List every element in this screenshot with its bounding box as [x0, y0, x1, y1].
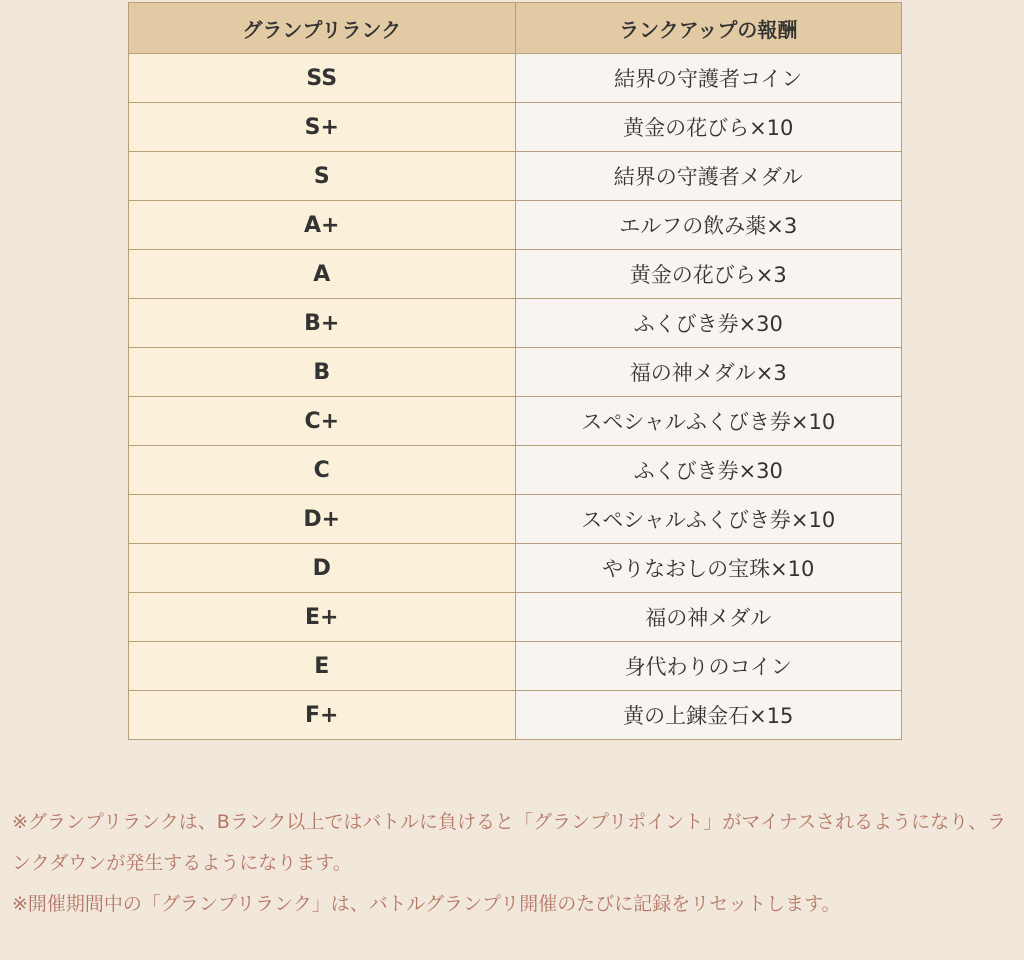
note-rank-down: ※グランプリランクは、Bランク以上ではバトルに負けると「グランプリポイント」がマイナスされるようになり、ランクダウンが発生するようになります。 [12, 811, 1007, 874]
table-row [129, 152, 902, 201]
reward-cell: 黄金の花びら×3 [515, 250, 902, 299]
table-row [129, 642, 902, 691]
table-row [129, 250, 902, 299]
rank-cell: C [129, 446, 516, 495]
reward-cell: エルフの飲み薬×3 [515, 201, 902, 250]
rank-cell: B+ [129, 299, 516, 348]
table-row [129, 299, 902, 348]
header-rank: グランプリランク [129, 3, 516, 54]
rank-reward-table [128, 2, 902, 740]
rank-reward-table-container [128, 2, 902, 740]
rank-cell: D [129, 544, 516, 593]
reward-cell: 福の神メダル [515, 593, 902, 642]
reward-cell: スペシャルふくびき券×10 [515, 495, 902, 544]
note-reset: ※開催期間中の「グランプリランク」は、バトルグランプリ開催のたびに記録をリセットします。 [12, 893, 841, 915]
rank-cell: A [129, 250, 516, 299]
table-row [129, 201, 902, 250]
reward-cell: 結界の守護者メダル [515, 152, 902, 201]
rank-cell: SS [129, 54, 516, 103]
reward-cell: 身代わりのコイン [515, 642, 902, 691]
rank-cell: E [129, 642, 516, 691]
table-header-row [129, 3, 902, 54]
table-row [129, 54, 902, 103]
table-row [129, 593, 902, 642]
rank-cell: S [129, 152, 516, 201]
rank-cell: A+ [129, 201, 516, 250]
reward-cell: 黄金の花びら×10 [515, 103, 902, 152]
header-reward: ランクアップの報酬 [515, 3, 902, 54]
table-row [129, 691, 902, 740]
reward-cell: スペシャルふくびき券×10 [515, 397, 902, 446]
reward-cell: 黄の上錬金石×15 [515, 691, 902, 740]
table-row [129, 103, 902, 152]
reward-cell: ふくびき券×30 [515, 446, 902, 495]
table-row [129, 397, 902, 446]
reward-cell: 結界の守護者コイン [515, 54, 902, 103]
table-row [129, 544, 902, 593]
reward-cell: 福の神メダル×3 [515, 348, 902, 397]
rank-cell: E+ [129, 593, 516, 642]
reward-cell: ふくびき券×30 [515, 299, 902, 348]
rank-cell: C+ [129, 397, 516, 446]
notes-section [12, 802, 1012, 925]
table-header [129, 3, 902, 54]
table-row [129, 495, 902, 544]
table-body [129, 54, 902, 740]
rank-cell: D+ [129, 495, 516, 544]
reward-cell: やりなおしの宝珠×10 [515, 544, 902, 593]
table-row [129, 348, 902, 397]
table-row [129, 446, 902, 495]
rank-cell: F+ [129, 691, 516, 740]
rank-cell: B [129, 348, 516, 397]
rank-cell: S+ [129, 103, 516, 152]
